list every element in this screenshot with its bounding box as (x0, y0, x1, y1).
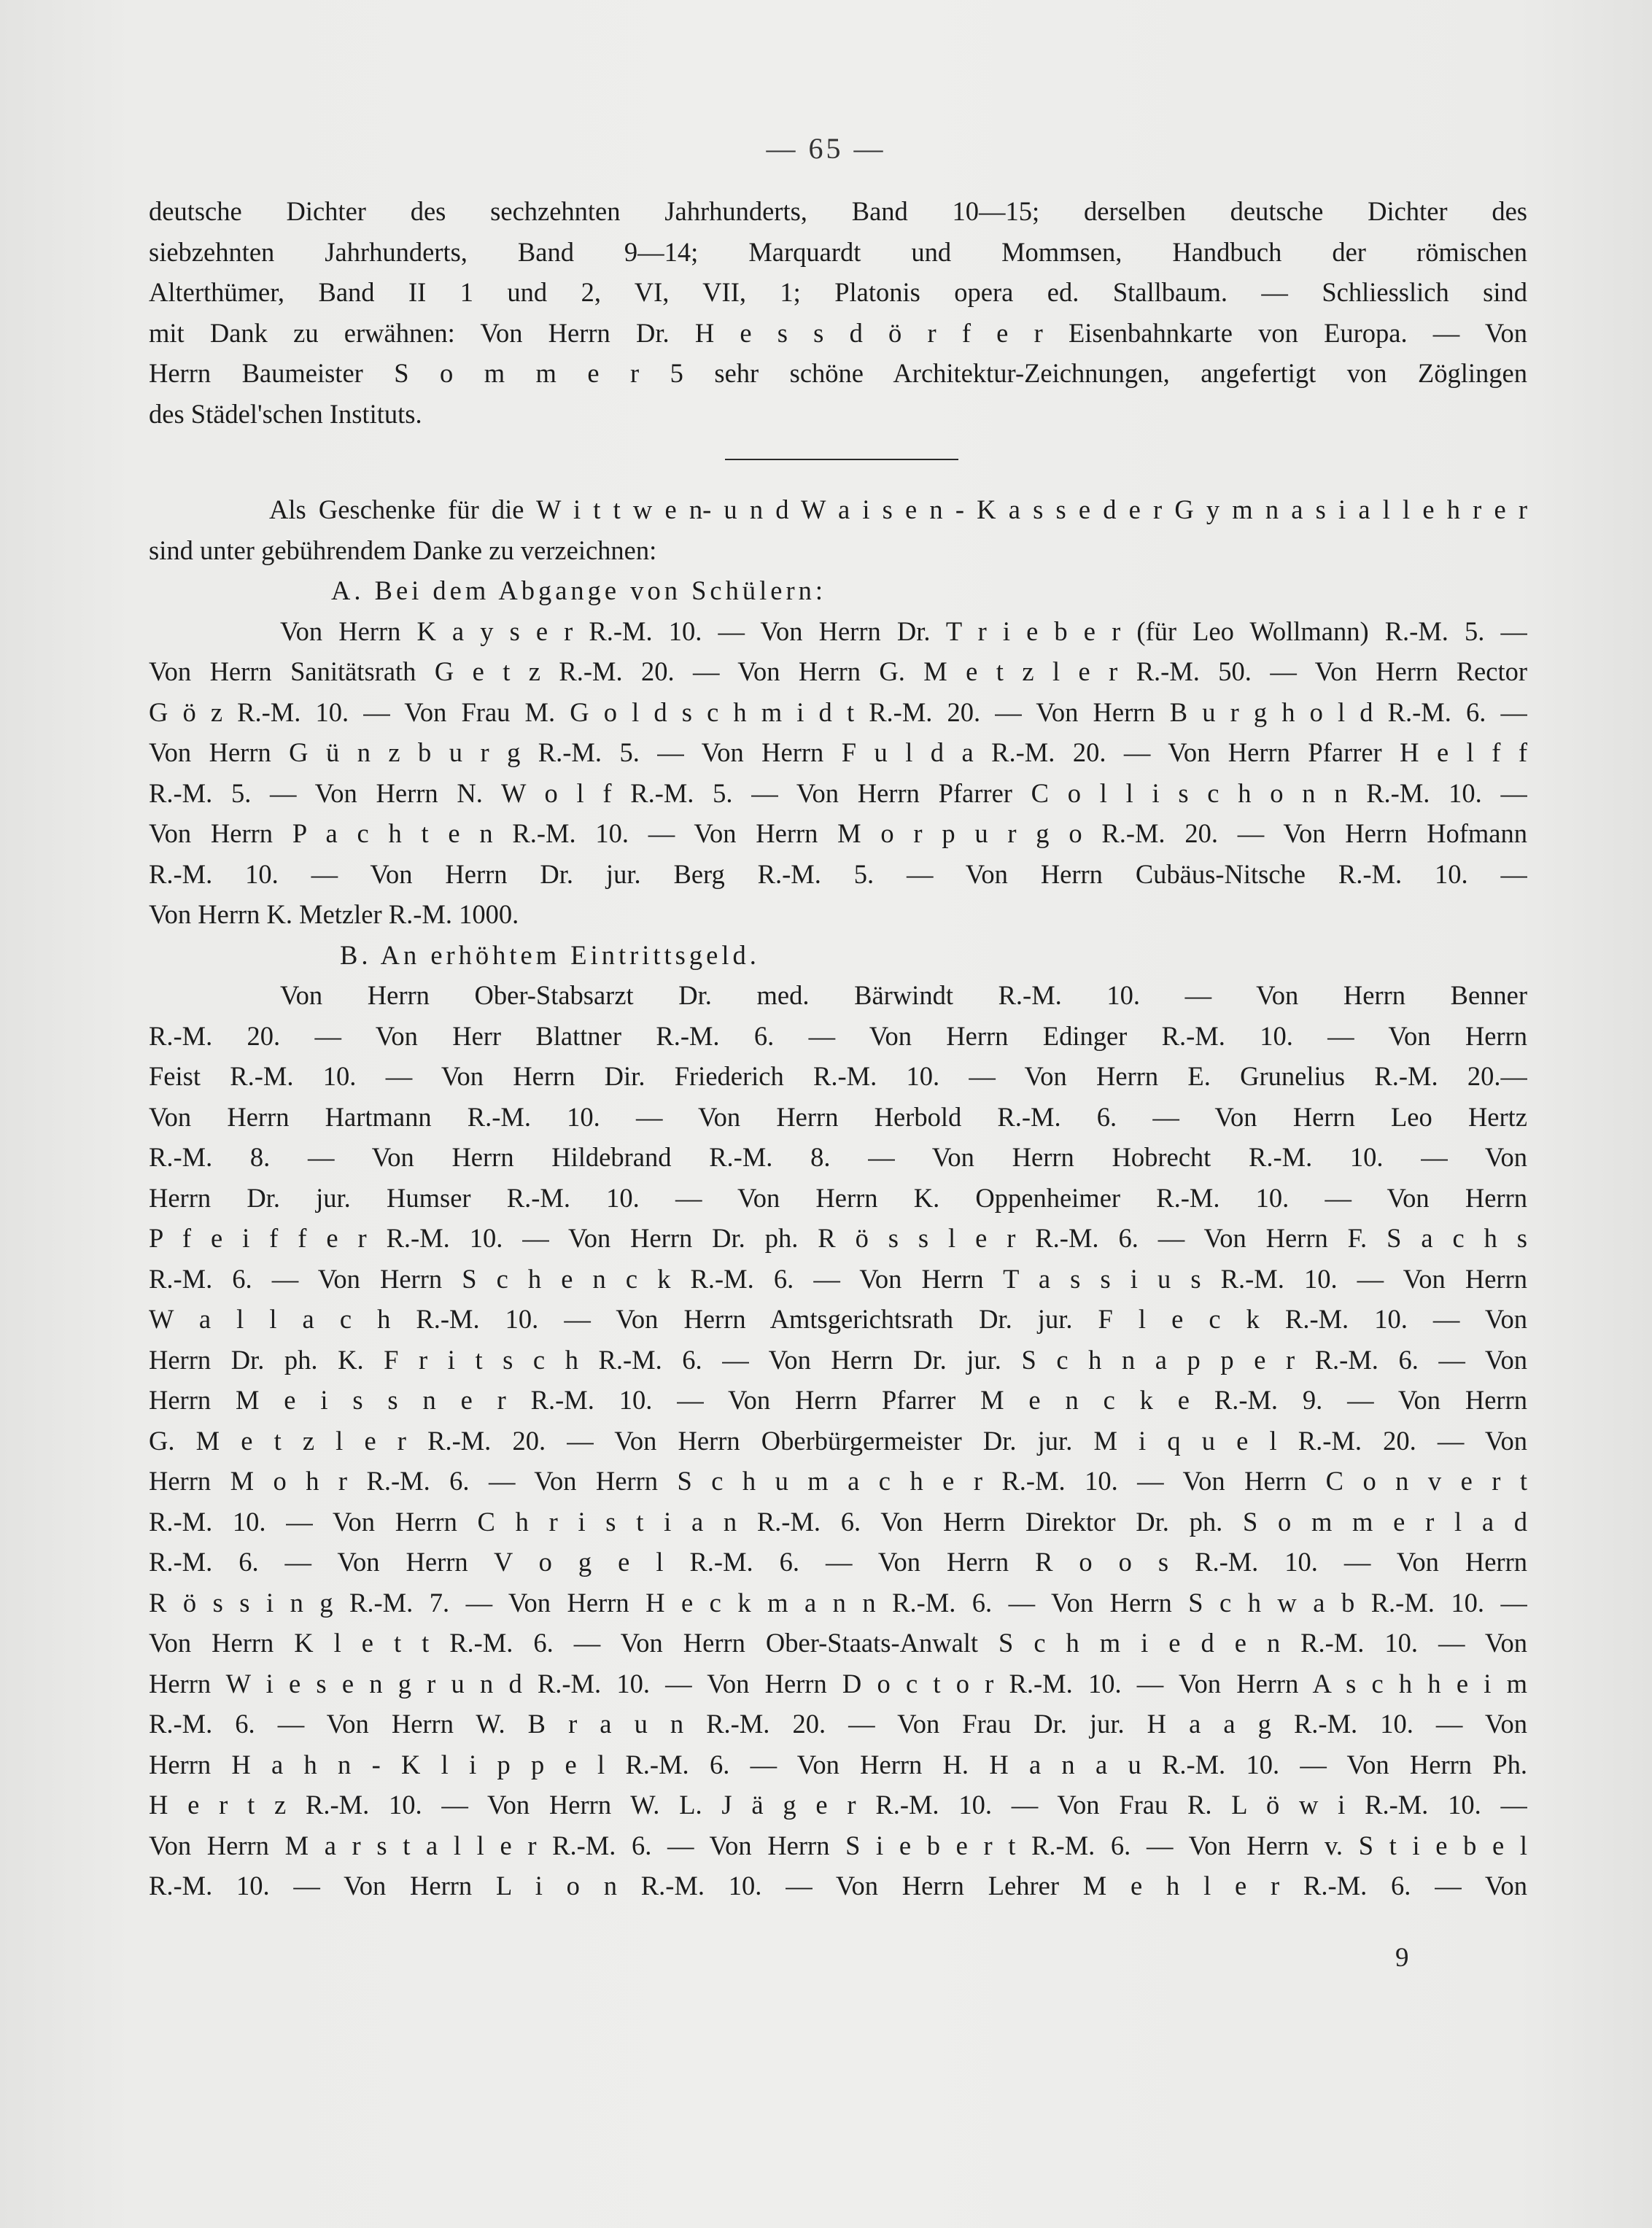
text-line: siebzehnten Jahrhunderts, Band 9—14; Marquardt und Mommsen, Handbuch der römischen (149, 236, 1527, 267)
text-line: Herrn M e i s s n e r R.-M. 10. — Von Herrn Pfarrer M e n c k e R.-M. 9. — Von Herrn (149, 1385, 1527, 1415)
text-line: R.-M. 8. — Von Herrn Hildebrand R.-M. 8. — Von Herrn Hobrecht R.-M. 10. — Von (149, 1142, 1527, 1172)
text-line: Von Herrn Ober-Stabsarzt Dr. med. Bärwindt R.-M. 10. — Von Herrn Benner (280, 980, 1527, 1010)
text-line: R.-M. 10. — Von Herrn L i o n R.-M. 10. — Von Herrn Lehrer M e h l e r R.-M. 6. — Von (149, 1871, 1527, 1901)
text-line: deutsche Dichter des sechzehnten Jahrhunderts, Band 10—15; derselben deutsche Dichter des (149, 196, 1527, 226)
text-line: R.-M. 6. — Von Herrn V o g e l R.-M. 6. — Von Herrn R o o s R.-M. 10. — Von Herrn (149, 1547, 1527, 1577)
text-line: des Städel'schen Instituts. (149, 398, 422, 429)
text-line: G. M e t z l e r R.-M. 20. — Von Herrn Oberbürgermeister Dr. jur. M i q u e l R.-M. 20. — Von (149, 1425, 1527, 1456)
page-body (149, 191, 1527, 1906)
text-line: Von Herrn K l e t t R.-M. 6. — Von Herrn Ober-Staats-Anwalt S c h m i e d e n R.-M. 10. — Von (149, 1628, 1527, 1658)
text-line: H e r t z R.-M. 10. — Von Herrn W. L. J ä g e r R.-M. 10. — Von Frau R. L ö w i R.-M. 10. — (149, 1790, 1527, 1820)
text-line: Von Herrn Hartmann R.-M. 10. — Von Herrn Herbold R.-M. 6. — Von Herrn Leo Hertz (149, 1101, 1527, 1132)
text-line: R.-M. 10. — Von Herrn C h r i s t i a n R.-M. 6. Von Herrn Direktor Dr. ph. S o m m e r l a d (149, 1506, 1527, 1537)
text-line: R.-M. 6. — Von Herrn S c h e n c k R.-M. 6. — Von Herrn T a s s i u s R.-M. 10. — Von Herrn (149, 1263, 1527, 1294)
paragraph-library-donations (149, 191, 1527, 434)
text-line: Herrn W i e s e n g r u n d R.-M. 10. — Von Herrn D o c t o r R.-M. 10. — Von Herrn A s c h h e i m (149, 1668, 1527, 1699)
text-line: R.-M. 10. — Von Herrn Dr. jur. Berg R.-M. 5. — Von Herrn Cubäus-Nitsche R.-M. 10. — (149, 858, 1527, 889)
text-line: W a l l a c h R.-M. 10. — Von Herrn Amtsgerichtsrath Dr. jur. F l e c k R.-M. 10. — Von (149, 1304, 1527, 1334)
text-line: R ö s s i n g R.-M. 7. — Von Herrn H e c k m a n n R.-M. 6. — Von Herrn S c h w a b R.-M. 10. — (149, 1587, 1527, 1618)
text-line: R.-M. 5. — Von Herrn N. W o l f R.-M. 5. — Von Herrn Pfarrer C o l l i s c h o n n R.-M. 10. — (149, 777, 1527, 808)
text-line: Herrn M o h r R.-M. 6. — Von Herrn S c h u m a c h e r R.-M. 10. — Von Herrn C o n v e r t (149, 1466, 1527, 1496)
text-line: Herrn H a h n - K l i p p e l R.-M. 6. — Von Herrn H. H a n a u R.-M. 10. — Von Herrn Ph. (149, 1749, 1527, 1779)
section-a (149, 570, 1527, 935)
text-line: Als Geschenke für die W i t t w e n- u n d W a i s e n - K a s s e d e r G y m n a s i a l l e h r e r (269, 494, 1527, 524)
text-line: Alterthümer, Band II 1 und 2, VI, VII, 1; Platonis opera ed. Stallbaum. — Schliesslich sind (149, 277, 1527, 307)
section-a-heading: A. Bei dem Abgange von Schülern: (331, 575, 827, 605)
text-line: Herrn Dr. jur. Humser R.-M. 10. — Von Herrn K. Oppenheimer R.-M. 10. — Von Herrn (149, 1182, 1527, 1213)
text-line: Von Herrn P a c h t e n R.-M. 10. — Von Herrn M o r p u r g o R.-M. 20. — Von Herrn Hofmann (149, 818, 1527, 848)
text-line: R.-M. 6. — Von Herrn W. B r a u n R.-M. 20. — Von Frau Dr. jur. H a a g R.-M. 10. — Von (149, 1709, 1527, 1739)
text-line: Feist R.-M. 10. — Von Herrn Dir. Friederich R.-M. 10. — Von Herrn E. Grunelius R.-M. 20.— (149, 1061, 1527, 1091)
section-b (149, 935, 1527, 1906)
text-line: Herrn Baumeister S o m m e r 5 sehr schöne Architektur-Zeichnungen, angefertigt von Zöglingen (149, 358, 1527, 388)
text-line: sind unter gebührendem Danke zu verzeichnen: (149, 535, 657, 565)
text-line: Herrn Dr. ph. K. F r i t s c h R.-M. 6. — Von Herrn Dr. jur. S c h n a p p e r R.-M. 6. — Von (149, 1344, 1527, 1375)
text-line: Von Herrn M a r s t a l l e r R.-M. 6. — Von Herrn S i e b e r t R.-M. 6. — Von Herrn v. S t i e b e l (149, 1830, 1527, 1860)
sheet-signature-number: 9 (1395, 1943, 1409, 1973)
text-line: Von Herrn K a y s e r R.-M. 10. — Von Herrn Dr. T r i e b e r (für Leo Wollmann) R.-M. 5. — (280, 616, 1527, 646)
paragraph-widows-orphans-fund (149, 489, 1527, 570)
text-line: Von Herrn K. Metzler R.-M. 1000. (149, 899, 519, 929)
text-line: Von Herrn G ü n z b u r g R.-M. 5. — Von Herrn F u l d a R.-M. 20. — Von Herrn Pfarrer H e l f f (149, 737, 1527, 767)
section-b-heading: B. An erhöhtem Eintrittsgeld. (340, 939, 760, 970)
text-line: R.-M. 20. — Von Herr Blattner R.-M. 6. — Von Herrn Edinger R.-M. 10. — Von Herrn (149, 1020, 1527, 1051)
text-line: P f e i f f e r R.-M. 10. — Von Herrn Dr. ph. R ö s s l e r R.-M. 6. — Von Herrn F. S a c h s (149, 1223, 1527, 1253)
section-divider (725, 459, 958, 460)
text-line: mit Dank zu erwähnen: Von Herrn Dr. H e s s d ö r f e r Eisenbahnkarte von Europa. — Von (149, 317, 1527, 348)
page-number-header: — 65 — (766, 132, 886, 165)
text-line: Von Herrn Sanitätsrath G e t z R.-M. 20. — Von Herrn G. M e t z l e r R.-M. 50. — Von Herrn Rector (149, 656, 1527, 686)
text-line: G ö z R.-M. 10. — Von Frau M. G o l d s c h m i d t R.-M. 20. — Von Herrn B u r g h o l d R.-M. 6. — (149, 696, 1527, 727)
